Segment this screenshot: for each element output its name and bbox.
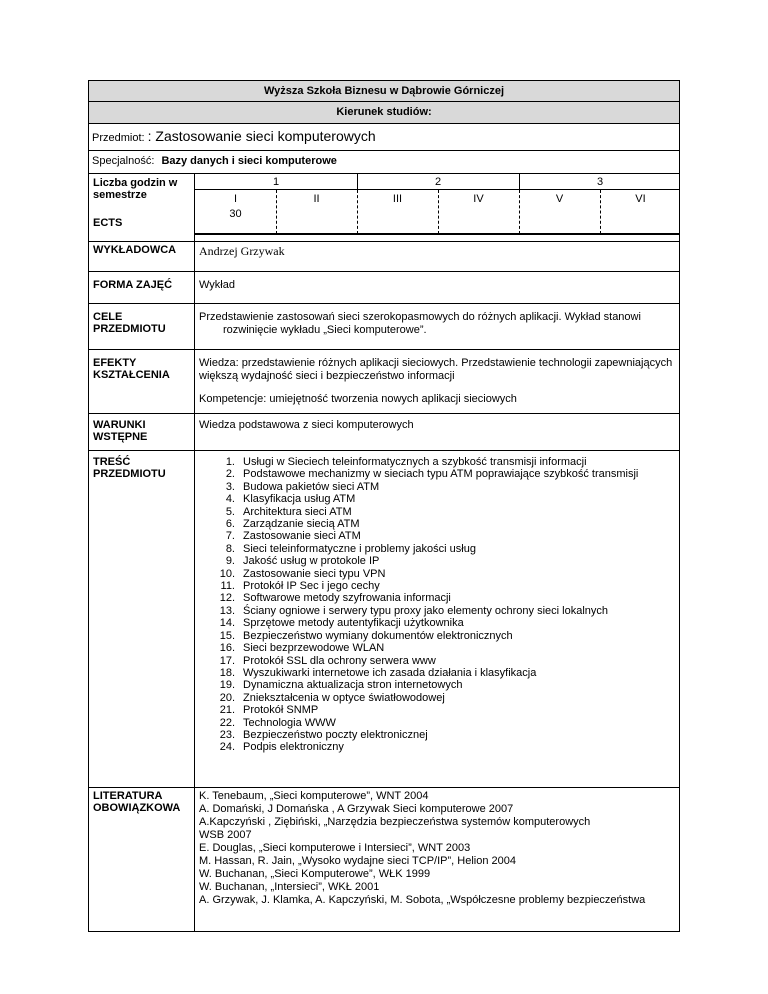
topic-item — [203, 481, 675, 493]
topic-text: Budowa pakietów sieci ATM — [243, 480, 380, 493]
topic-item — [203, 741, 675, 753]
topic-number: 9. — [225, 555, 235, 568]
topic-item — [203, 642, 675, 654]
topic-item — [203, 568, 675, 580]
topic-item — [203, 667, 675, 679]
literature-line: W. Buchanan, „Intersieci”, WKŁ 2001 — [199, 881, 380, 893]
topic-number: 8. — [225, 542, 235, 555]
sem-sep-5 — [600, 190, 601, 234]
semester-VI: VI — [635, 193, 646, 205]
topic-number: 19. — [219, 679, 235, 692]
hours-grid — [195, 174, 679, 242]
form-label: FORMA ZAJĘĆ — [89, 272, 195, 303]
subject-title: : Zastosowanie sieci komputerowych — [147, 128, 376, 144]
topic-number: 17. — [219, 654, 235, 667]
topic-number: 24. — [219, 741, 235, 754]
year-3: 3 — [596, 176, 604, 188]
topic-item — [203, 468, 675, 480]
year-sep-2 — [519, 174, 520, 190]
semester-I-hours: 30 — [229, 208, 242, 220]
topic-text: Zarządzanie siecią ATM — [243, 518, 360, 531]
prereq-row — [88, 414, 680, 451]
topic-text: Klasyfikacja usług ATM — [243, 493, 356, 506]
prereq-value: Wiedza podstawowa z sieci komputerowych — [199, 419, 414, 431]
literature-line: A. Grzywak, J. Klamka, A. Kapczyński, M. Sobota, „Współczesne problemy bezpieczeństwa — [199, 894, 646, 906]
topic-text: Sieci teleinformatyczne i problemy jakości usług — [243, 542, 476, 555]
year-2: 2 — [434, 176, 442, 188]
field-of-study-header — [88, 102, 680, 124]
prereq-label: WARUNKI WSTĘPNE — [89, 414, 195, 450]
topic-item — [203, 530, 675, 542]
topic-text: Protokół SNMP — [243, 704, 319, 717]
goals-line-2: rozwinięcie wykładu „Sieci komputerowe”. — [223, 324, 427, 336]
topic-text: Sprzętowe metody autentyfikacji użytkownika — [243, 617, 464, 630]
topic-number: 23. — [219, 728, 235, 741]
topic-number: 16. — [219, 642, 235, 655]
topic-text: Technologia WWW — [243, 716, 336, 729]
hours-label-cell — [89, 174, 195, 241]
topic-item — [203, 729, 675, 741]
outcomes-row — [88, 350, 680, 414]
topic-number: 4. — [225, 493, 235, 506]
literature-list — [195, 788, 679, 931]
literature-line: E. Douglas, „Sieci komputerowe i Intersieci”, WNT 2003 — [199, 842, 471, 854]
topic-number: 10. — [219, 567, 235, 580]
hours-label: Liczba godzin w semestrze — [93, 177, 178, 201]
topic-number: 1. — [225, 456, 235, 468]
specialty-label: Specjalność: — [92, 155, 155, 167]
topic-number: 5. — [225, 505, 235, 518]
topic-item — [203, 717, 675, 729]
topic-item — [203, 704, 675, 716]
specialty-row — [88, 151, 680, 174]
literature-row — [88, 788, 680, 932]
topic-item — [203, 518, 675, 530]
year-divider — [195, 189, 679, 190]
topic-text: Zastosowanie sieci typu VPN — [243, 567, 386, 580]
topic-item — [203, 456, 675, 468]
goals-row — [88, 304, 680, 350]
outcomes-label: EFEKTY KSZTAŁCENIA — [89, 350, 195, 413]
topic-number: 14. — [219, 617, 235, 630]
topic-text: Wyszukiwarki internetowe ich zasada działania i klasyfikacja — [243, 666, 537, 679]
topic-number: 7. — [225, 530, 235, 543]
topic-number: 18. — [219, 666, 235, 679]
hours-row — [88, 174, 680, 242]
topic-number: 3. — [225, 480, 235, 493]
topic-number: 21. — [219, 704, 235, 717]
specialty-value: Bazy danych i sieci komputerowe — [161, 155, 337, 167]
topic-text: Usługi w Sieciech teleinformatycznych a szybkość transmisji informacji — [243, 456, 587, 468]
literature-line: A. Domański, J Domańska , A Grzywak Sieci komputerowe 2007 — [199, 803, 514, 815]
lecturer-row — [88, 242, 680, 272]
topic-item — [203, 543, 675, 555]
topic-item — [203, 617, 675, 629]
semester-V: V — [555, 193, 564, 205]
topic-number: 2. — [225, 468, 235, 481]
hours-bottom-rule — [195, 233, 679, 235]
topic-text: Bezpieczeństwo poczty elektronicznej — [243, 728, 428, 741]
sem-sep-3 — [438, 190, 439, 234]
goals-label: CELE PRZEDMIOTU — [89, 304, 195, 349]
subject-label: Przedmiot: — [92, 132, 145, 144]
topic-text: Podstawowe mechanizmy w sieciach typu ATM poprawiające szybkość transmisji — [243, 468, 639, 481]
semester-II: II — [313, 193, 320, 205]
form-row — [88, 272, 680, 304]
outcomes-value — [195, 350, 679, 413]
literature-line: A.Kapczyński , Ziębiński, „Narzędzia bezpieczeństwa systemów komputerowych — [199, 816, 591, 828]
topic-item — [203, 679, 675, 691]
topic-item — [203, 692, 675, 704]
goals-value — [195, 304, 679, 349]
content-label: TREŚĆ PRZEDMIOTU — [89, 451, 195, 787]
sem-sep-2 — [357, 190, 358, 234]
outcomes-competence: Kompetencje: umiejętność tworzenia nowych aplikacji sieciowych — [199, 393, 517, 405]
topic-text: Protokół IP Sec i jego cechy — [243, 580, 380, 593]
goals-line-1: Przedstawienie zastosowań sieci szerokopasmowych do różnych aplikacji. Wykład stanowi — [199, 311, 641, 323]
ects-label: ECTS — [93, 217, 123, 229]
topic-number: 6. — [225, 518, 235, 531]
literature-label: LITERATURA OBOWIĄZKOWA — [89, 788, 195, 931]
literature-line: M. Hassan, R. Jain, „Wysoko wydajne sieci TCP/IP”, Helion 2004 — [199, 855, 516, 867]
sem-sep-1 — [276, 190, 277, 234]
school-name: Wyższa Szkoła Biznesu w Dąbrowie Górniczej — [263, 85, 505, 97]
field-of-study-label: Kierunek studiów: — [336, 106, 432, 118]
literature-line: K. Tenebaum, „Sieci komputerowe”, WNT 2004 — [199, 790, 429, 802]
topic-item — [203, 493, 675, 505]
topic-item — [203, 506, 675, 518]
semester-IV: IV — [473, 193, 484, 205]
topic-item — [203, 655, 675, 667]
syllabus-document — [88, 80, 680, 932]
school-header — [88, 80, 680, 102]
year-1: 1 — [272, 176, 280, 188]
topic-text: Softwarowe metody szyfrowania informacji — [243, 592, 451, 605]
content-value — [195, 451, 679, 787]
topic-text: Architektura sieci ATM — [243, 505, 352, 518]
topic-text: Ściany ogniowe i serwery typu proxy jako elementy ochrony sieci lokalnych — [243, 604, 609, 617]
topic-text: Dynamiczna aktualizacja stron internetowych — [243, 679, 463, 692]
form-value: Wykład — [199, 279, 235, 291]
topic-text: Bezpieczeństwo wymiany dokumentów elektronicznych — [243, 629, 513, 642]
topic-text: Sieci bezprzewodowe WLAN — [243, 642, 385, 655]
subject-row — [88, 124, 680, 151]
year-sep-1 — [357, 174, 358, 190]
topic-number: 15. — [219, 629, 235, 642]
lecturer-name: Andrzej Grzywak — [199, 244, 285, 258]
topic-item — [203, 605, 675, 617]
topic-item — [203, 555, 675, 567]
outcomes-knowledge: Wiedza: przedstawienie różnych aplikacji sieciowych. Przedstawienie technologii zapewniających większą wydajność sieci i bezpieczeństwo informacji — [199, 357, 673, 382]
semester-I: I — [233, 193, 238, 205]
literature-line: WSB 2007 — [199, 829, 252, 841]
literature-line: W. Buchanan, „Sieci Komputerowe”, WŁK 1999 — [199, 868, 431, 880]
topic-text: Podpis elektroniczny — [243, 741, 344, 754]
topic-text: Zniekształcenia w optyce światłowodowej — [243, 691, 445, 704]
topic-item — [203, 580, 675, 592]
topics-list — [199, 456, 675, 754]
topic-number: 20. — [219, 691, 235, 704]
topic-item — [203, 630, 675, 642]
lecturer-label: WYKŁADOWCA — [89, 242, 195, 271]
topic-text: Protokół SSL dla ochrony serwera www — [243, 654, 436, 667]
topic-number: 13. — [219, 604, 235, 617]
topic-text: Jakość usług w protokole IP — [243, 555, 380, 568]
content-row — [88, 451, 680, 788]
topic-text: Zastosowanie sieci ATM — [243, 530, 361, 543]
topic-number: 22. — [219, 716, 235, 729]
topic-number: 12. — [219, 592, 235, 605]
topic-item — [203, 592, 675, 604]
semester-III: III — [392, 193, 403, 205]
sem-sep-4 — [519, 190, 520, 234]
topic-number: 11. — [220, 580, 235, 593]
